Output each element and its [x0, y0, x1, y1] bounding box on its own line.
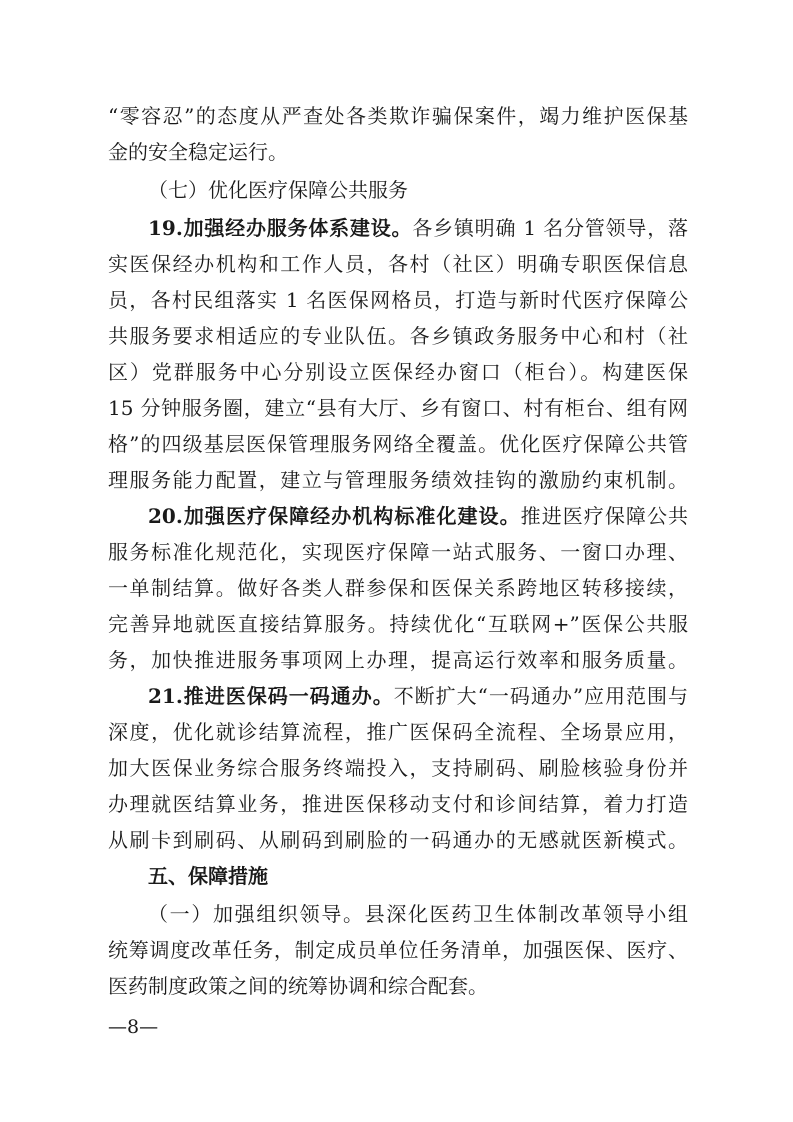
item-21-line-text: 深度，优化就诊结算流程，推广医保码全流程、全场景应用，	[108, 720, 688, 744]
item-21-line	[108, 822, 688, 858]
item-20-line	[108, 642, 688, 678]
item-21-title: 21.推进医保码一码通办。	[148, 684, 394, 708]
subsection-1-line-text: 医药制度政策之间的统筹协调和综合配套。	[108, 974, 488, 998]
item-19-line	[108, 318, 688, 354]
item-20-line-text: 务，加快推进服务事项网上办理，提高运行效率和服务质量。	[108, 648, 688, 672]
item-19-line-text: 实医保经办机构和工作人员，各村（社区）明确专职医保信息	[108, 252, 688, 276]
item-19-text: 各乡镇明确 1 名分管领导，落	[412, 216, 688, 240]
item-20-line-text: 一单制结算。做好各类人群参保和医保关系跨地区转移接续，	[108, 576, 688, 600]
item-19-line-text: 员，各村民组落实 1 名医保网格员，打造与新时代医疗保障公	[108, 288, 688, 312]
item-20-line-text: 服务标准化规范化，实现医疗保障一站式服务、一窗口办理、	[108, 540, 688, 564]
section-heading-5	[108, 858, 688, 894]
subsection-1-first-line	[108, 896, 688, 932]
subsection-1-text: 县深化医药卫生体制改革领导小组	[364, 902, 688, 926]
item-19-line	[108, 354, 688, 390]
item-19-line-text: 15 分钟服务圈，建立“县有大厅、乡有窗口、村有柜台、组有网	[108, 396, 688, 420]
item-21-text: 不断扩大“一码通办”应用范围与	[393, 684, 688, 708]
item-20-line	[108, 570, 688, 606]
item-19-line	[108, 390, 688, 426]
item-19-line-text: 共服务要求相适应的专业队伍。各乡镇政务服务中心和村（社	[108, 324, 688, 348]
item-21-line-text: 加大医保业务综合服务终端投入，支持刷码、刷脸核验身份并	[108, 756, 688, 780]
item-19-line-text: 理服务能力配置，建立与管理服务绩效挂钩的激励约束机制。	[108, 468, 688, 492]
item-19-first-line	[108, 210, 688, 246]
item-21-line	[108, 786, 688, 822]
section-heading-text: （七）优化医疗保障公共服务	[148, 178, 408, 202]
item-19-line	[108, 462, 688, 498]
subsection-1-line	[108, 932, 688, 968]
item-19-line	[108, 246, 688, 282]
item-19-line-text: 格”的四级基层医保管理服务网络全覆盖。优化医疗保障公共管	[108, 432, 688, 456]
item-21-line	[108, 714, 688, 750]
continuation-line-2: 金的安全稳定运行。	[108, 140, 288, 164]
item-20-line-text: 完善异地就医直接结算服务。持续优化“互联网+”医保公共服	[108, 612, 688, 636]
item-19-title: 19.加强经办服务体系建设。	[148, 216, 413, 240]
item-20-text: 推进医疗保障公共	[520, 504, 688, 528]
subsection-1-title: （一）加强组织领导。	[148, 902, 365, 926]
continuation-line-1: “零容忍”的态度从严查处各类欺诈骗保案件，竭力维护医保基	[108, 104, 688, 128]
item-21-line	[108, 750, 688, 786]
item-20-first-line	[108, 498, 688, 534]
item-21-first-line	[108, 678, 688, 714]
page-number: —8—	[108, 1016, 159, 1038]
paragraph-line	[108, 98, 688, 134]
subsection-1-line	[108, 968, 688, 1004]
item-19-line-text: 区）党群服务中心分别设立医保经办窗口（柜台）。构建医保	[108, 360, 688, 384]
item-21-line-text: 从刷卡到刷码、从刷码到刷脸的一码通办的无感就医新模式。	[108, 828, 688, 852]
item-21-line-text: 办理就医结算业务，推进医保移动支付和诊间结算，着力打造	[108, 792, 688, 816]
item-20-line	[108, 534, 688, 570]
item-20-line	[108, 606, 688, 642]
item-19-line	[108, 282, 688, 318]
section-heading-text: 五、保障措施	[148, 864, 268, 888]
item-20-title: 20.加强医疗保障经办机构标准化建设。	[148, 504, 521, 528]
subsection-1-line-text: 统筹调度改革任务，制定成员单位任务清单，加强医保、医疗、	[108, 938, 688, 962]
section-heading-7	[108, 172, 688, 208]
item-19-line	[108, 426, 688, 462]
paragraph-line	[108, 134, 688, 170]
